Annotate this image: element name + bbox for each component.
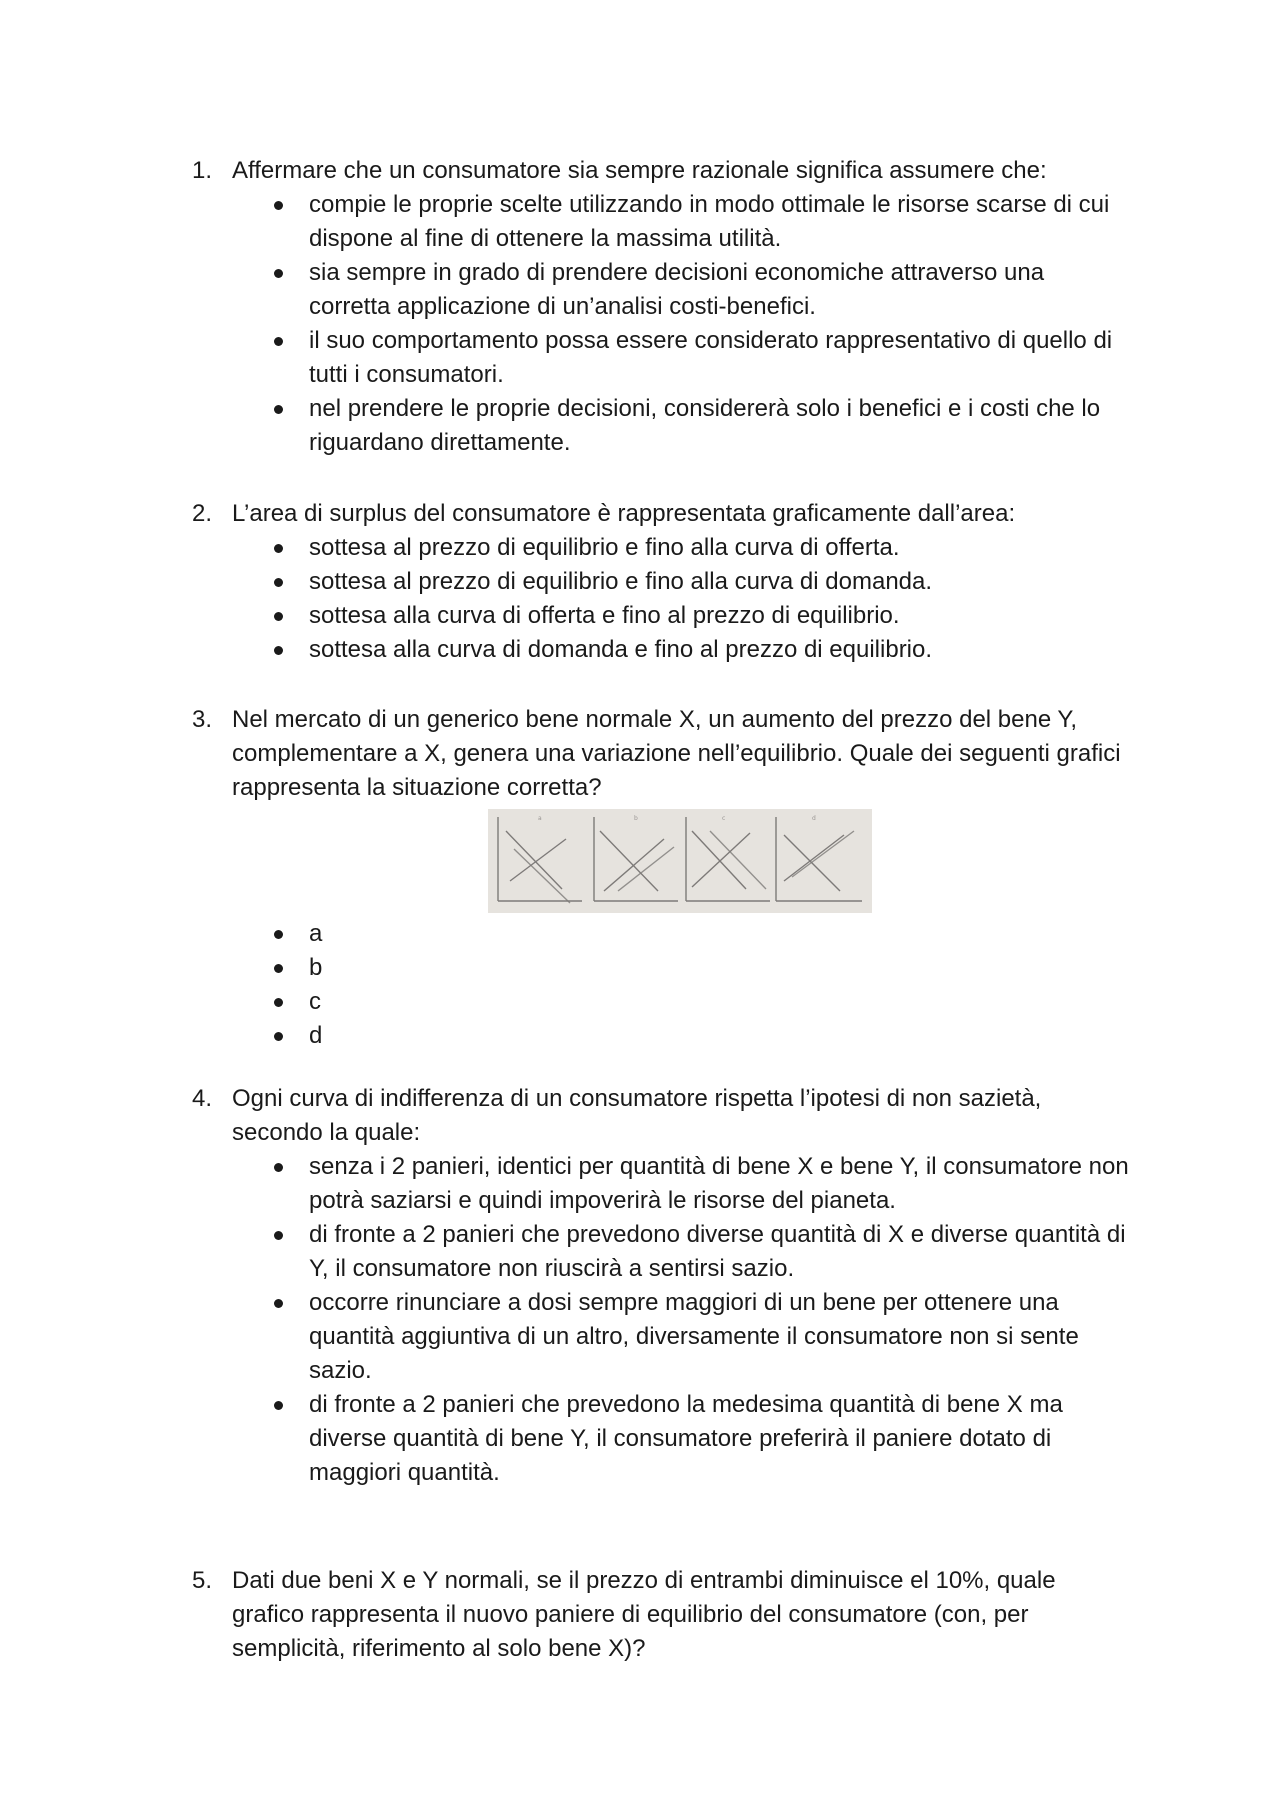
answer-option [192, 1286, 1132, 1388]
panel-label: a [538, 815, 542, 822]
bullet-icon [274, 269, 283, 278]
question-number: 1. [192, 157, 213, 184]
answer-list [192, 1150, 1132, 1490]
answer-option [192, 392, 1132, 460]
bullet-icon [274, 1231, 283, 1240]
bullet-icon [274, 578, 283, 587]
question-number: 5. [192, 1567, 213, 1594]
question-number: 2. [192, 500, 213, 527]
answer-text: a [309, 920, 323, 947]
question-number: 4. [192, 1085, 213, 1112]
answer-text: sottesa alla curva di offerta e fino al prezzo di equilibrio. [309, 602, 900, 629]
answer-option [192, 1388, 1132, 1490]
answer-option [192, 188, 1132, 256]
question-text: Dati due beni X e Y normali, se il prezzo di entrambi diminuisce el 10%, quale grafico rappresenta il nuovo paniere di equilibrio del consumatore (con, per semplicità, riferimento al solo bene X)? [232, 1567, 1056, 1662]
question-2 [192, 497, 1132, 667]
answer-option [192, 599, 1132, 633]
answer-option [192, 1019, 1132, 1053]
bullet-icon [274, 1032, 283, 1041]
answer-option [192, 256, 1132, 324]
answer-option [192, 1218, 1132, 1286]
answer-option [192, 985, 1132, 1019]
question-4 [192, 1082, 1132, 1490]
bullet-icon [274, 612, 283, 621]
answer-text: di fronte a 2 panieri che prevedono la medesima quantità di bene X ma diverse quantità di bene Y, il consumatore preferirà il paniere dotato di maggiori quantità. [309, 1391, 1063, 1486]
answer-list [192, 917, 1132, 1053]
question-text: L’area di surplus del consumatore è rappresentata graficamente dall’area: [232, 500, 1016, 527]
answer-text: c [309, 988, 321, 1015]
question-5 [192, 1564, 1132, 1666]
answer-option [192, 324, 1132, 392]
panel-label: d [812, 815, 816, 822]
bullet-icon [274, 930, 283, 939]
bullet-icon [274, 1299, 283, 1308]
bullet-icon [274, 337, 283, 346]
answer-option [192, 917, 1132, 951]
question-1 [192, 154, 1132, 460]
answer-option [192, 951, 1132, 985]
bullet-icon [274, 1401, 283, 1410]
bullet-icon [274, 964, 283, 973]
answer-text: sottesa alla curva di domanda e fino al prezzo di equilibrio. [309, 636, 933, 663]
answer-text: sottesa al prezzo di equilibrio e fino alla curva di offerta. [309, 534, 900, 561]
answer-text: compie le proprie scelte utilizzando in modo ottimale le risorse scarse di cui dispone al fine di ottenere la massima utilità. [309, 191, 1110, 252]
answer-text: senza i 2 panieri, identici per quantità di bene X e bene Y, il consumatore non potrà saziarsi e quindi impoverirà le risorse del pianeta. [309, 1153, 1129, 1214]
bullet-icon [274, 544, 283, 553]
answer-text: di fronte a 2 panieri che prevedono diverse quantità di X e diverse quantità di Y, il consumatore non riuscirà a sentirsi sazio. [309, 1221, 1126, 1282]
answer-option [192, 531, 1132, 565]
answer-list [192, 188, 1132, 460]
answer-text: occorre rinunciare a dosi sempre maggiori di un bene per ottenere una quantità aggiuntiva di un altro, diversamente il consumatore non si sente sazio. [309, 1289, 1079, 1384]
answer-text: il suo comportamento possa essere considerato rappresentativo di quello di tutti i consumatori. [309, 327, 1113, 388]
question-number: 3. [192, 706, 213, 733]
answer-option [192, 1150, 1132, 1218]
question-3 [192, 703, 1132, 1053]
question-text: Affermare che un consumatore sia sempre razionale significa assumere che: [232, 157, 1047, 184]
panel-label: b [634, 815, 638, 822]
bullet-icon [274, 1163, 283, 1172]
answer-list [192, 531, 1132, 667]
answer-text: sottesa al prezzo di equilibrio e fino alla curva di domanda. [309, 568, 933, 595]
bullet-icon [274, 646, 283, 655]
answer-text: d [309, 1022, 323, 1049]
bullet-icon [274, 998, 283, 1007]
answer-text: nel prendere le proprie decisioni, considererà solo i benefici e i costi che lo riguardano direttamente. [309, 395, 1101, 456]
question-text: Ogni curva di indifferenza di un consumatore rispetta l’ipotesi di non sazietà, secondo la quale: [232, 1085, 1042, 1146]
answer-option [192, 565, 1132, 599]
answer-option [192, 633, 1132, 667]
supply-demand-graphs-figure [488, 809, 872, 913]
answer-text: b [309, 954, 323, 981]
answer-text: sia sempre in grado di prendere decisioni economiche attraverso una corretta applicazione di un’analisi costi-benefici. [309, 259, 1045, 320]
bullet-icon [274, 201, 283, 210]
panel-label: c [722, 815, 726, 822]
question-text: Nel mercato di un generico bene normale X, un aumento del prezzo del bene Y, complementare a X, genera una variazione nell’equilibrio. Quale dei seguenti grafici rappresenta la situazione corretta? [232, 706, 1121, 801]
bullet-icon [274, 405, 283, 414]
